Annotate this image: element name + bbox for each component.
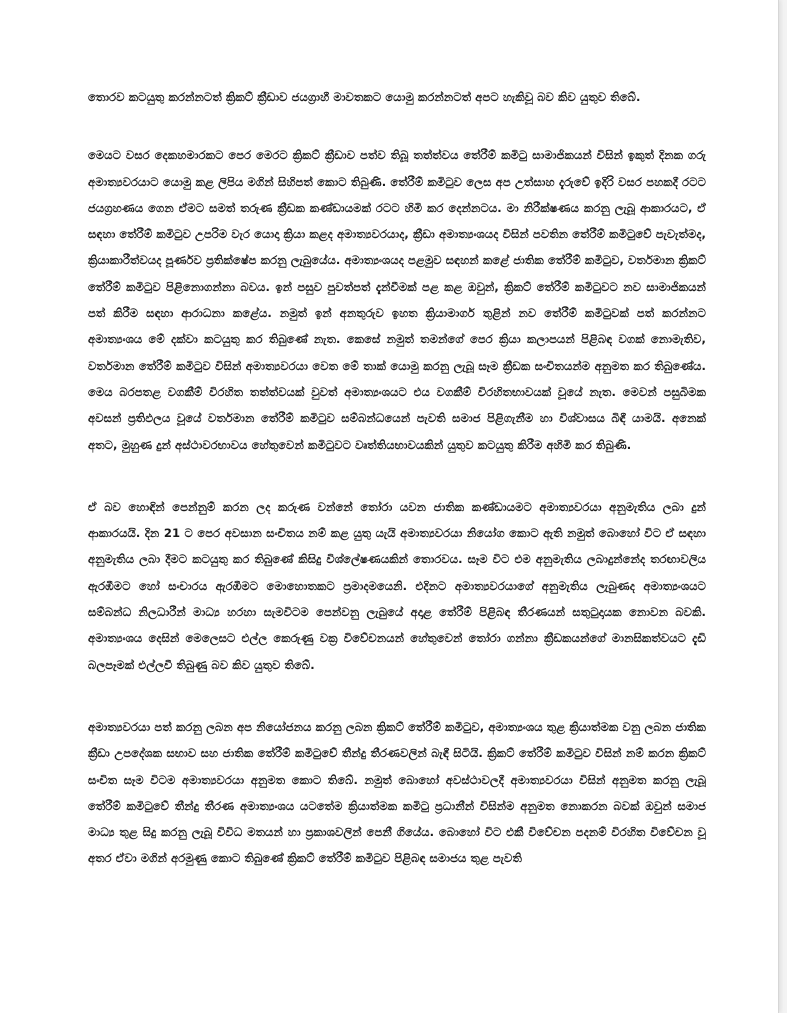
paragraph-2: මෙයට වසර දෙකහමාරකට පෙර මෙරට ක්‍රිකට් ක්‍රීඩාව පත්ව තිබූ තත්ත්වය තේරීම් කමිටු සාමාජිකයන් විසින් ඉකුත් දිනක ගරු අමාත්‍යවරයාට යොමු කළ ලිපිය මගින් සිහිපත් කොට තිබුණි. තේරීම් කමිටුව ලෙස අප උත්සාහ දැරුවේ ඉදිරි වසර පහකදී රටට ජයග්‍රහණය ගෙන ඒමට සමත් තරුණ ක්‍රීඩක කණ්ඩායමක් රටට හිමි කර දෙන්නටය. මා නිරීක්ෂණය කරනු ලැබූ ආකාරයට, ඒ සඳහා තේරීම් කමිටුව උපරිම වැර යොදා ක්‍රියා කළද අමාත්‍යවරයාද, ක්‍රීඩා අමාත්‍යංශයද විසින් පවතින තේරීම් කමිටුවේ පැවැත්මද, ක්‍රියාකාරීත්වයද පූර්ණව ප්‍රතික්ෂේප කරනු ලැබුයේය. අමාත්‍යංශයද පළමුව සඳහන් කළේ ජාතික තේරීම් කමිටුව, වර්තමාන ක්‍රිකට් තේරීම් කමිටුව පිළිනොගන්නා බවය. ඉන් පසුව පුවත්පත් දැන්වීමක් පළ කළ ඔවුන්, ක්‍රිකට් තේරීම් කමිටුවට නව සාමාජිකයන් පත් කිරීම සඳහා ආරාධනා කළේය. නමුත් ඉන් අනතුරුව ඉහත ක්‍රියාමාර්ග තුළින් නව තේරීම් කමිටුවක් පත් කරන්නට අමාත්‍යංශය මේ දක්වා කටයුතු කර තිබුණේ නැත. කෙසේ නමුත් තමන්ගේ පෙර ක්‍රියා කලාපයන් පිළිබඳ වගක් නොමැතිව, වර්තමාන තේරීම් කමිටුව විසින් අමාත්‍යවරයා වෙත මේ තාක් යොමු කරනු ලැබූ සෑම ක්‍රීඩක සංචිතයන්ම අනුමත කර තිබුණේය. මෙය බරපතළ වගකීම් විරහිත තත්ත්වයක් වුවත් අමාත්‍යංශයට එය වගකීම් විරහිතභාවයක් වූයේ නැත. මෙවන් පසුබිමක අවසන් ප්‍රතිඵලය වූයේ වර්තමාන තේරීම් කමිටුව සම්බන්ධයෙන් පැවති සමාජ පිළිගැනීම හා විශ්වාසය බිඳී යාමයි. අනෙක් අතට, මුහුණ දුන් අස්ථාවරභාවය හේතුවෙන් කමිටුවට වෘත්තියභාවයකින් යුතුව කටයුතු කිරීම අහිමි කර තිබුණි. <box>88 148 706 452</box>
paragraph-4: අමාත්‍යවරයා පත් කරනු ලබන අප නියෝජනය කරනු ලබන ක්‍රිකට් තේරීම් කමිටුව, අමාත්‍යංශය තුළ ක්‍රියාත්මක වනු ලබන ජාතික ක්‍රීඩා උපදේශක සභාව සහ ජාතික තේරීම් කමිටුවේ තීන්දු තීරණවලින් බැඳී සිටියි. ක්‍රිකට් තේරීම් කමිටුව විසින් නම් කරන ක්‍රිකට් සංචිත සෑම විටම අමාත්‍යවරයා අනුමත කොට තිබේ. නමුත් බොහෝ අවස්ථාවලදී අමාත්‍යවරයා විසින් අනුමත කරනු ලැබූ තේරීම් කමිටුවේ තීන්දු තීරණ අමාත්‍යංශය යටතේම ක්‍රියාත්මක කමිටු ප්‍රධානීන් විසින්ම අනුමත නොකරන බවක් ඔවුන් සමාජ මාධ්‍ය තුළ සිදු කරනු ලැබූ විවිධ මතයන් හා ප්‍රකාශවලින් පෙනී ගියේය. බොහෝ විට එකී විවේචන පදනම් විරහිත විවේචන වූ අතර ඒවා මගින් අරමුණු කොට තිබුණේ ක්‍රිකට් තේරීම් කමිටුව පිළිබඳ සමාජය තුළ පැවති <box>88 719 706 866</box>
paragraph-3: ඒ බව හොඳින් පෙන්නුම් කරන ලද කරුණ වන්නේ තෝරා යවන ජාතික කණ්ඩායමට අමාත්‍යවරයා අනුමැතිය ලබා දුන් ආකාරයයි. දින 21 ට පෙර අවසාන සංචිතය නම් කළ යුතු යැයි අමාත්‍යවරයා නියෝග කොට ඇති නමුත් බොහෝ විට ඒ සඳහා අනුමැතිය ලබා දීමට කටයුතු කර තිබුණේ කිසිදු විශ්ලේෂණයකින් තොරවය. සෑම විට එම අනුමැතිය ලබාදුන්නේද තරඟාවලිය ඇරඹීමට හෝ සංචාරය ඇරඹීමට මොහොතකට ප්‍රමාදමයෙනි. එදිනට අමාත්‍යවරයාගේ අනුමැතිය ලැබුණද අමාත්‍යංශයට සම්බන්ධ නිලධාරීන් මාධ්‍ය හරහා සැමවිටම පෙන්වනු ලැබුයේ අදාළ තේරීම් පිළිබඳ තීරණයන් සතුටුදායක නොවන බවකි. අමාත්‍යංශය දෙසින් මෙලෙසට එල්ල කෙරුණු වක්‍ර විවේචනයන් හේතුවෙන් තෝරා ගන්නා ක්‍රීඩකයන්ගේ මානසිකත්වයට දැඩි බලපෑමක් එල්ලවී තිබුණු බව කිව යුතුව තිබේ. <box>88 499 706 672</box>
paragraph-1: තොරව කටයුතු කරන්නටත් ක්‍රිකට් ක්‍රීඩාව ජයග්‍රාහී මාවතකට යොමු කරන්නටත් අපට හැකිවූ බව කිව යුතුව තිබේ. <box>88 90 641 104</box>
document-body <box>88 84 706 908</box>
